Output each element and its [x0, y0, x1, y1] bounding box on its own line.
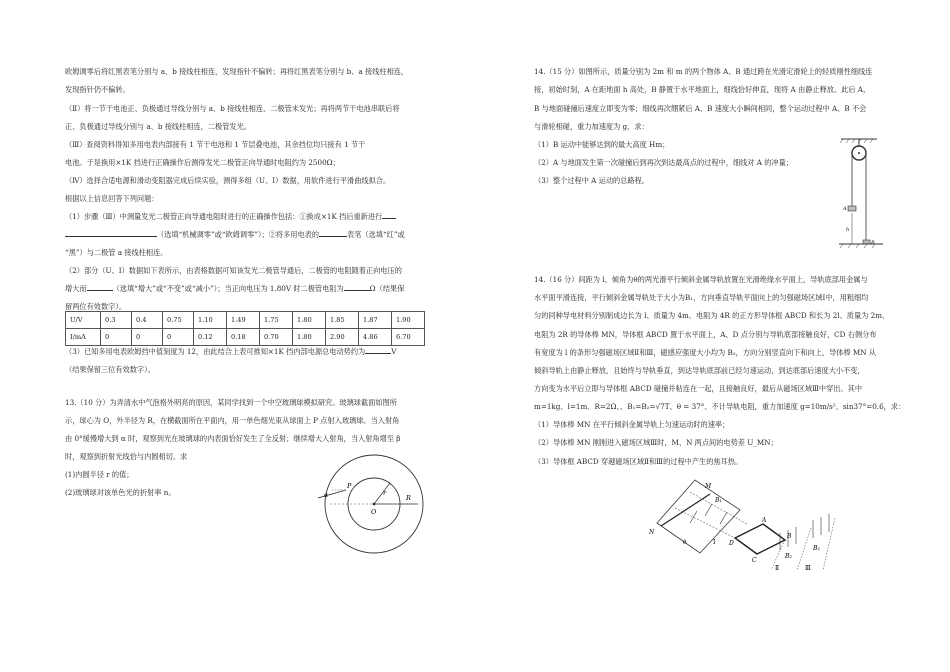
table-cell: 1.90: [392, 312, 425, 329]
text-line: 由 0°缓慢增大到 α 时，观察到光在玻璃球的内表面恰好发生了全反射；继续增大入射角，当入射角增至 β: [65, 434, 401, 443]
table-cell: 0.75: [163, 312, 194, 329]
text-line: （1）导体棒 MN 在平行倾斜金属导轨上匀速运动时的速率；: [534, 420, 730, 429]
label-theta: θ: [683, 540, 687, 546]
text-line: 水平面平滑连接，平行倾斜金属导轨处于大小为B₁，方向垂直导轨平面向上的匀强磁场区域Ⅰ中，用粗细均: [534, 293, 869, 302]
text-run: V: [391, 347, 397, 356]
text-line: （3）导体框 ABCD 穿越磁场区域Ⅱ和Ⅲ的过程中产生的焦耳热。: [534, 457, 743, 466]
label-n: N: [649, 529, 655, 536]
answer-blank[interactable]: [87, 290, 113, 291]
text-line: 时，观察到折射光线恰与内圆相切。求: [65, 452, 188, 461]
text-line: 欧姆调零后将红黑表笔分别与 a、b 接线柱相连，发现指针不偏转；再将红黑表笔分别与 b、a 接线柱相连，: [65, 67, 409, 76]
table-cell: 1.49: [227, 312, 260, 329]
data-table: [65, 311, 425, 346]
text-line: 根据以上信息回答下列问题：: [65, 194, 159, 203]
label-a: A: [762, 517, 767, 524]
table-cell: 4.86: [359, 329, 392, 346]
table-cell: 0.70: [260, 329, 293, 346]
radius-line: [374, 483, 390, 504]
text-line: 电池。于是换用×1K 挡进行正确操作后测得发光二极管正向导通时电阻约为 2500Ω；: [65, 158, 340, 167]
incline-region-i: [657, 480, 740, 553]
text-line: （Ⅱ）将一节干电池正、负极通过导线分别与 a、b 接线柱相连，二极管未发光；再将两节干电池串联后将: [65, 104, 400, 113]
inclined-rails-figure: [635, 478, 847, 574]
inner-radius-label: r: [383, 489, 387, 497]
right-page: [475, 0, 950, 672]
text-run: （3）已知多用电表欧姆挡中值刻度为 12，由此结合上表可推知×1K 挡内部电源总电动势约为: [65, 347, 366, 356]
answer-blank[interactable]: [382, 218, 396, 219]
text-line: （Ⅲ）查阅资料得知多用电表内部接有 1 节干电池和 1 节层叠电池，其余挡位均只接有 1 节干: [65, 140, 366, 149]
answer-blank[interactable]: [65, 236, 157, 237]
table-cell: 0.3: [101, 312, 132, 329]
answer-blank[interactable]: [344, 290, 370, 291]
text-run: （选填“机械调零”或“欧姆调零”）；②将多用电表的: [157, 230, 320, 239]
hollow-glass-sphere-figure: [318, 450, 430, 558]
text-line: （1）B 运动中能够达到的最大高度 Hm；: [534, 140, 670, 149]
label-d: D: [729, 540, 734, 547]
answer-blank[interactable]: [319, 236, 347, 237]
frame-abcd: [735, 524, 785, 554]
label-c: C: [752, 557, 757, 564]
label-b: B: [787, 533, 792, 540]
text-line: 有宽度为 l 的条形匀强磁场区域Ⅱ和Ⅲ，磁感应强度大小均为 B₂，方向分别竖直向下和向上，导体棒 MN 从: [534, 348, 877, 357]
text-line: 留两位有效数字）。: [65, 302, 127, 311]
table-cell: 0: [101, 329, 132, 346]
table-cell: 0.18: [227, 329, 260, 346]
text-line: 14.（15 分）如图所示，质量分别为 2m 和 m 的两个物体 A、B 通过跨在光滑定滑轮上的轻质刚性细线连: [534, 67, 873, 76]
incident-ray: [318, 490, 346, 498]
pulley-figure: [837, 133, 895, 253]
table-cell: 1.87: [359, 312, 392, 329]
text-line: “黑”）与二极管 a 接线柱相连。: [65, 248, 168, 257]
table-cell: 0.12: [194, 329, 227, 346]
text-run: 增大而: [65, 284, 87, 293]
outer-radius-label: R: [406, 494, 411, 502]
text-line: 接，初始时刻，A 在距地面 h 高处，B 静置于水平地面上，细线恰好伸直，现将 A 由静止释放。此后 A、: [534, 85, 871, 94]
text-line: （2）A 与地面发生第一次碰撞后到再次到达最高点的过程中，细线对 A 的冲量；: [534, 158, 793, 167]
table-cell: 1.80: [293, 312, 326, 329]
text-line: （Ⅳ）选择合适电源和滑动变阻器完成后续实验，测得多组（U、I）数据，用软件进行平滑曲线拟合。: [65, 176, 391, 185]
table-cell: 6.70: [392, 329, 425, 346]
text-line: B 与地面碰撞后速度立即变为零；细线再次绷紧后 A、B 速度大小瞬间相同，整个运动过程中 A、B 不会: [534, 104, 867, 113]
text-line: （2）导体棒 MN 刚刚进入磁场区域Ⅲ时，M、N 两点间的电势差 U_MN；: [534, 438, 778, 447]
text-line: 正、负极通过导线分别与 a、b 接线柱相连，二极管发光。: [65, 122, 251, 131]
region-label: Ⅱ: [775, 565, 780, 572]
text-line: 与滑轮相碰，重力加速度为 g，求：: [534, 122, 649, 131]
question-1-line: [65, 212, 396, 222]
label-b2: B₂: [813, 545, 820, 552]
text-line: 13.（10 分）为弄清水中气泡格外明亮的原因，某同学找到一个中空玻璃球模拟研究。玻璃球截面如图所: [65, 398, 397, 407]
block-b: [863, 240, 870, 244]
text-line: 发现指针仍不偏转。: [65, 85, 130, 94]
table-row-u: [66, 312, 425, 329]
table-cell: 0: [132, 329, 163, 346]
alpha-label: α: [324, 492, 329, 499]
label-h: h: [846, 227, 850, 233]
text-line: （3）整个过程中 A 运动的总路程。: [534, 176, 649, 185]
label-a: A: [843, 206, 847, 212]
answer-blank[interactable]: [365, 353, 391, 354]
table-row-i: [66, 329, 425, 346]
text-line: 示，球心为 O，外半径为 R，在横截面所在平面内，用一单色细光束从球面上 P 点射入玻璃球。当入射角: [65, 416, 400, 425]
question-2-line: [65, 284, 404, 294]
text-line: (1)内圆半径 r 的值；: [65, 470, 134, 479]
region-label: Ⅰ: [713, 539, 716, 546]
text-run: 表笔（选填“红”或: [347, 230, 405, 239]
text-line: (2)玻璃球对该单色光的折射率 n。: [65, 488, 176, 497]
question-3-line: [65, 347, 396, 357]
table-cell: 0.4: [132, 312, 163, 329]
table-cell: I/mA: [66, 329, 101, 346]
text-line: 匀的同种导电材料分别制成边长为 l、质量为 4m、电阻为 4R 的正方形导体框 ABCD 和长为 2l、质量为 2m、: [534, 311, 890, 320]
block-a: [848, 206, 856, 211]
table-cell: U/V: [66, 312, 101, 329]
table-cell: 2.90: [326, 329, 359, 346]
table-cell: 0: [163, 329, 194, 346]
text-line: 倾斜导轨上由静止释放，且始终与导轨垂直，到达导轨底部前已经匀速运动，到达底部后速度大小不变，: [534, 366, 865, 375]
label-b1: B₁: [715, 497, 722, 504]
table-cell: 1.80: [293, 329, 326, 346]
point-p-label: P: [347, 482, 352, 490]
center-o-label: O: [371, 508, 377, 516]
region-label: Ⅲ: [805, 565, 811, 572]
text-line: （结果保留三位有效数字）。: [65, 365, 155, 374]
text-line: 电阻为 2R 的导体棒 MN，导体框 ABCD 置于水平面上，A、D 点分别与导轨底部接触良好，CD 右侧分布: [534, 330, 877, 339]
label-b: B: [871, 240, 875, 246]
table-cell: 1.85: [326, 312, 359, 329]
text-line: 14.（16 分）间距为 l、倾角为θ的两光滑平行倾斜金属导轨放置在光滑绝缘水平面上，导轨底部用金属与: [534, 275, 868, 284]
text-run: Ω（结果保: [369, 284, 405, 293]
table-cell: 1.10: [194, 312, 227, 329]
text-run: （选填“增大”或“不变”或“减小”）；当正向电压为 1.80V 时二极管电阻为: [112, 284, 344, 293]
text-run: （1）步骤（Ⅲ）中测量发光二极管正向导通电阻时进行的正确操作包括：①换成×1K 挡后重新进行: [65, 212, 383, 221]
center-point: [373, 503, 376, 506]
label-b2: B₂: [785, 553, 792, 560]
label-m: M: [705, 483, 712, 490]
text-line: （2）部分（U、I）数据如下表所示，由表格数据可知该发光二极管导通后，二极管的电阻随着正向电压的: [65, 266, 402, 275]
text-line: 方向变为水平后立即与导体框 ABCD 碰撞并粘连在一起，且接触良好，最后从磁场区域Ⅲ中穿出。其中: [534, 384, 863, 393]
table-cell: 1.75: [260, 312, 293, 329]
text-line: m=1kg、l=1m、R=2Ω、、B₁=B₂=√7T、θ = 37°、不计导轨电阻，重力加速度 g=10m/s²、sin37°=0.6，求：: [534, 402, 906, 411]
question-1-line: [65, 230, 405, 240]
